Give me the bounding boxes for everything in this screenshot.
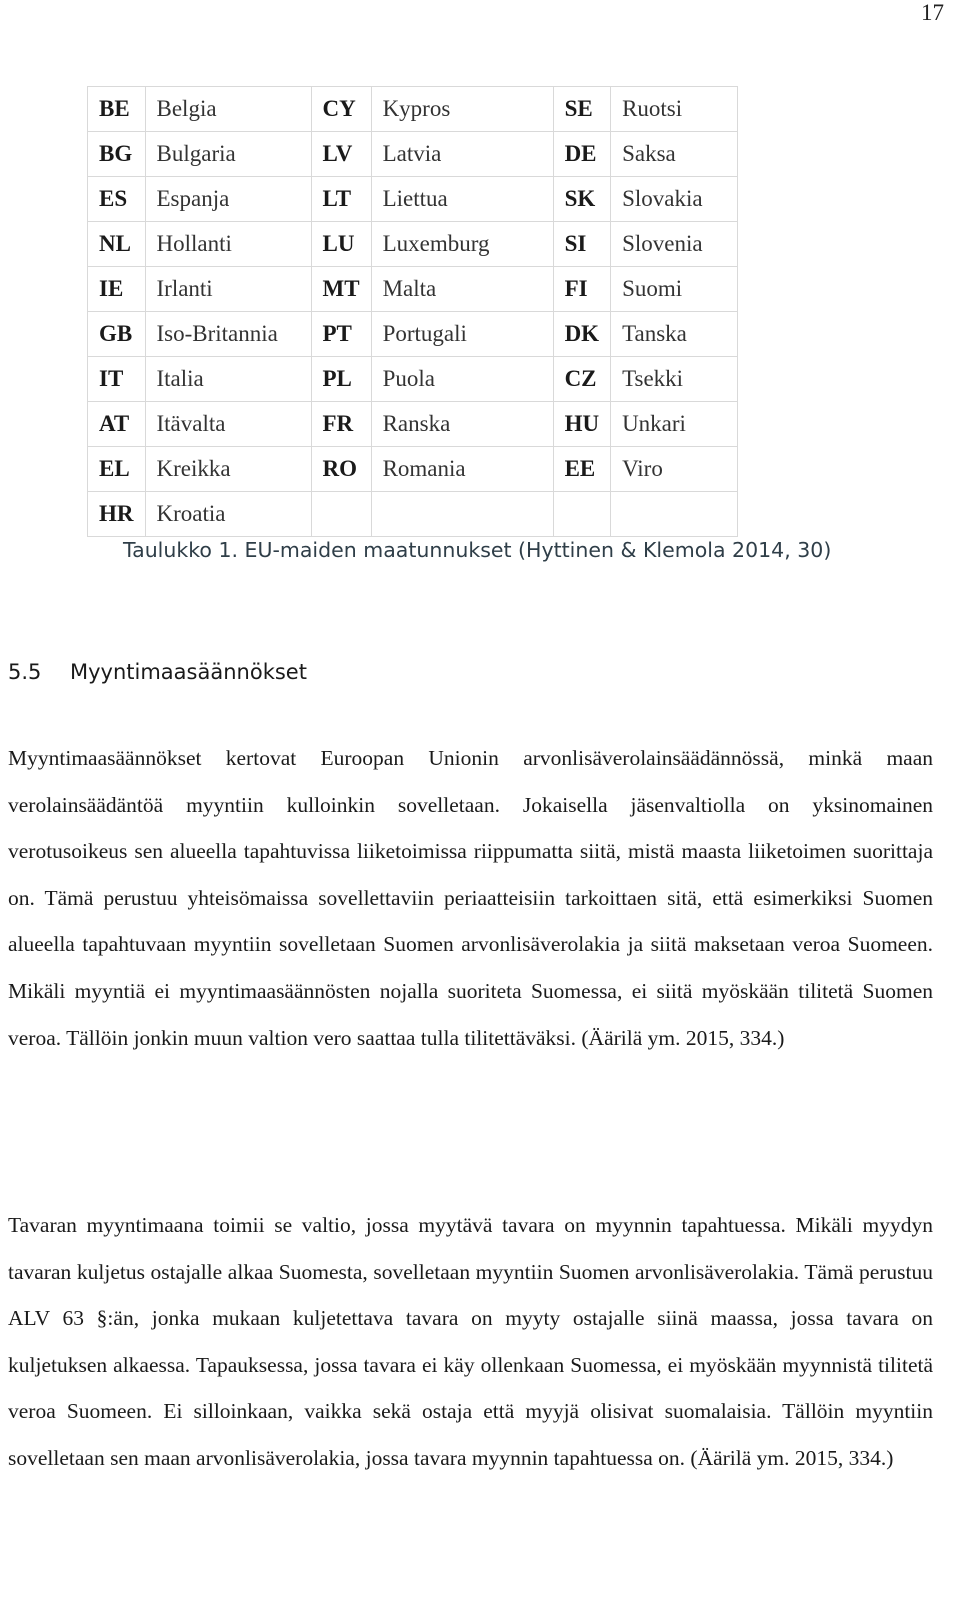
country-name-cell: Suomi	[611, 267, 738, 312]
table-row	[88, 402, 738, 447]
country-code-cell: SI	[553, 222, 611, 267]
country-name-cell: Ruotsi	[611, 87, 738, 132]
country-name-cell: Liettua	[371, 177, 553, 222]
country-code-cell: MT	[311, 267, 371, 312]
country-code-cell: HU	[553, 402, 611, 447]
country-code-cell: ES	[88, 177, 146, 222]
country-name-cell: Belgia	[145, 87, 311, 132]
country-code-cell: LU	[311, 222, 371, 267]
country-name-cell: Unkari	[611, 402, 738, 447]
section-heading	[8, 660, 307, 684]
country-name-cell: Itävalta	[145, 402, 311, 447]
country-code-cell: AT	[88, 402, 146, 447]
country-code-cell: FI	[553, 267, 611, 312]
country-name-cell: Irlanti	[145, 267, 311, 312]
country-code-cell: BG	[88, 132, 146, 177]
country-code-cell: FR	[311, 402, 371, 447]
country-code-cell: LV	[311, 132, 371, 177]
country-name-cell: Italia	[145, 357, 311, 402]
country-name-cell: Puola	[371, 357, 553, 402]
table-row	[88, 132, 738, 177]
country-name-cell: Saksa	[611, 132, 738, 177]
table-row	[88, 492, 738, 537]
country-name-cell: Bulgaria	[145, 132, 311, 177]
country-code-cell: HR	[88, 492, 146, 537]
country-name-cell: Tanska	[611, 312, 738, 357]
country-code-cell: SE	[553, 87, 611, 132]
table-row	[88, 447, 738, 492]
table-row	[88, 357, 738, 402]
country-name-cell: Viro	[611, 447, 738, 492]
country-code-cell: PL	[311, 357, 371, 402]
table-caption: Taulukko 1. EU-maiden maatunnukset (Hyttinen & Klemola 2014, 30)	[123, 538, 832, 562]
table-row	[88, 87, 738, 132]
country-code-cell	[311, 492, 371, 537]
country-name-cell: Ranska	[371, 402, 553, 447]
country-name-cell	[371, 492, 553, 537]
country-code-cell: IE	[88, 267, 146, 312]
country-name-cell: Iso-Britannia	[145, 312, 311, 357]
country-name-cell: Portugali	[371, 312, 553, 357]
country-code-cell: LT	[311, 177, 371, 222]
country-name-cell	[611, 492, 738, 537]
country-name-cell: Kroatia	[145, 492, 311, 537]
page-number: 17	[921, 0, 944, 25]
country-code-cell: NL	[88, 222, 146, 267]
country-code-cell	[553, 492, 611, 537]
table-row	[88, 312, 738, 357]
country-code-cell: DK	[553, 312, 611, 357]
table-row	[88, 177, 738, 222]
country-code-cell: BE	[88, 87, 146, 132]
country-code-cell: SK	[553, 177, 611, 222]
country-code-cell: GB	[88, 312, 146, 357]
country-name-cell: Slovakia	[611, 177, 738, 222]
table-row	[88, 222, 738, 267]
body-paragraph: Tavaran myyntimaana toimii se valtio, jossa myytävä tavara on myynnin tapahtuessa. Mikäli myydyn tavaran kuljetus ostajalle alkaa Suomesta, sovelletaan myyntiin Suomen arvonlisäverolakia. Tämä perustuu ALV 63 §:än, jonka mukaan kuljetettava tavara on myyty ostajalle siinä maassa, jossa tavara on kuljetuksen alkaessa. Tapauksessa, jossa tavara ei käy ollenkaan Suomessa, ei myöskään myynnistä tilitetä veroa Suomeen. Ei silloinkaan, vaikka sekä ostaja että myyjä olisivat suomalaisia. Tällöin myyntiin sovelletaan sen maan arvonlisäverolakia, jossa tavara myynnin tapahtuessa on. (Äärilä ym. 2015, 334.)	[8, 1213, 933, 1470]
country-code-cell: DE	[553, 132, 611, 177]
country-name-cell: Luxemburg	[371, 222, 553, 267]
country-name-cell: Romania	[371, 447, 553, 492]
country-name-cell: Hollanti	[145, 222, 311, 267]
country-name-cell: Espanja	[145, 177, 311, 222]
section-title: Myyntimaasäännökset	[70, 660, 307, 684]
country-code-cell: IT	[88, 357, 146, 402]
country-code-cell: EL	[88, 447, 146, 492]
table-row	[88, 267, 738, 312]
country-code-cell: RO	[311, 447, 371, 492]
country-code-table	[87, 86, 738, 537]
country-code-cell: EE	[553, 447, 611, 492]
country-name-cell: Latvia	[371, 132, 553, 177]
country-name-cell: Kreikka	[145, 447, 311, 492]
country-code-cell: PT	[311, 312, 371, 357]
section-number: 5.5	[8, 660, 42, 684]
body-paragraph: Myyntimaasäännökset kertovat Euroopan Unionin arvonlisäverolainsäädännössä, minkä maan verolainsäädäntöä myyntiin kulloinkin sovelletaan. Jokaisella jäsenvaltiolla on yksinomainen verotusoikeus sen alueella tapahtuvissa liiketoimissa riippumatta siitä, mistä maasta liiketoimen suorittaja on. Tämä perustuu yhteisömaissa sovellettaviin periaatteisiin tarkoittaen sitä, että esimerkiksi Suomen alueella tapahtuvaan myyntiin sovelletaan Suomen arvonlisäverolakia ja siitä maksetaan veroa Suomeen. Mikäli myyntiä ei myyntimaasäännösten nojalla suoriteta Suomessa, ei siitä myöskään tilitetä Suomen veroa. Tällöin jonkin muun valtion vero saattaa tulla tilitettäväksi. (Äärilä ym. 2015, 334.)	[8, 746, 933, 1050]
country-code-cell: CZ	[553, 357, 611, 402]
country-name-cell: Tsekki	[611, 357, 738, 402]
country-name-cell: Malta	[371, 267, 553, 312]
country-name-cell: Slovenia	[611, 222, 738, 267]
country-name-cell: Kypros	[371, 87, 553, 132]
country-code-cell: CY	[311, 87, 371, 132]
